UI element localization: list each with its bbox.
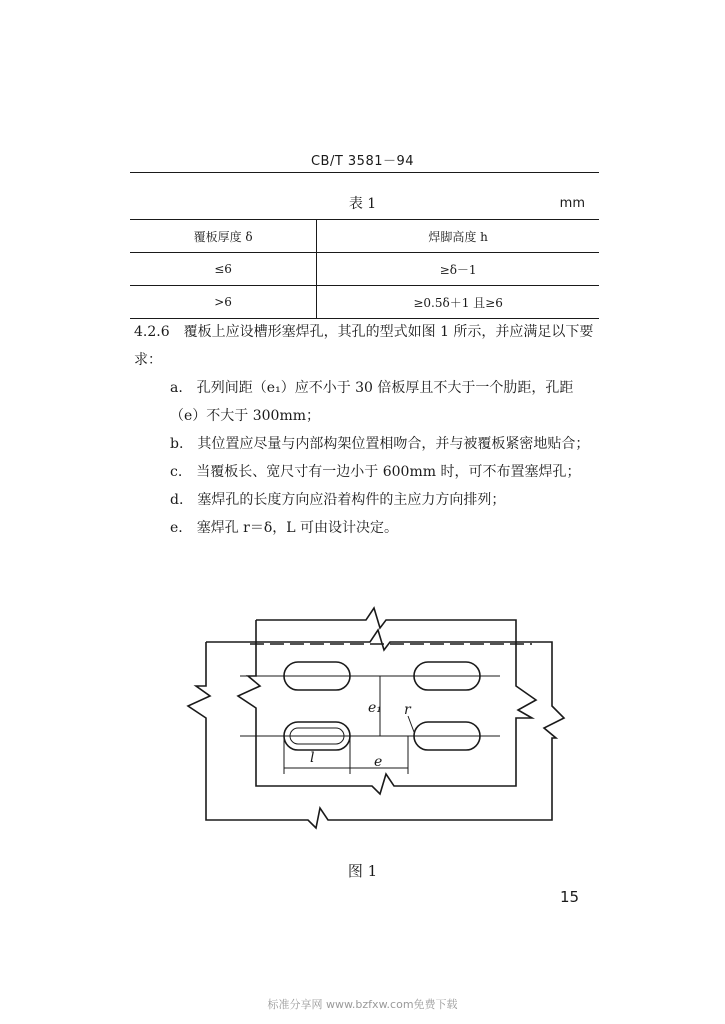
table-cell: ≥δ－1 <box>317 253 599 286</box>
outer-plate-outline <box>188 630 564 828</box>
list-item: e. 塞焊孔 r＝δ，L 可由设计决定。 <box>170 520 399 536</box>
table-unit: mm <box>559 196 585 211</box>
table-cell: ≥0.5δ＋1 且≥6 <box>317 286 599 319</box>
standard-code-header: CB/T 3581－94 <box>310 154 415 169</box>
plug-weld-hole-diagram <box>180 596 580 846</box>
watermark-text: 标准分享网 www.bzfxw.com免费下载 <box>267 998 458 1011</box>
table-title: 表 1 <box>348 196 377 212</box>
list-item: a. 孔列间距（e₁）应不小于 30 倍板厚且不大于一个肋距，孔距（e）不大于 300mm； <box>170 380 574 424</box>
label-l: l <box>310 750 315 766</box>
weld-table <box>130 219 599 319</box>
list-item: c. 当覆板长、宽尺寸有一边小于 600mm 时，可不布置塞焊孔； <box>170 464 581 480</box>
table-header-row <box>130 220 599 253</box>
table-cell: >6 <box>130 286 317 319</box>
header-rule <box>130 172 599 173</box>
column-header: 焊脚高度 h <box>317 220 599 253</box>
label-e: e <box>374 754 383 770</box>
list-item: b. 其位置应尽量与内部构架位置相吻合，并与被覆板紧密地贴合； <box>170 436 590 452</box>
section-heading: 4.2.6 覆板上应设槽形塞焊孔，其孔的型式如图 1 所示，并应满足以下要求： <box>134 324 594 368</box>
table-row <box>130 253 599 286</box>
radius-pointer <box>408 716 414 732</box>
label-r: r <box>404 702 411 718</box>
column-header: 覆板厚度 δ <box>130 220 317 253</box>
section-body <box>134 318 600 542</box>
table-cell: ≤6 <box>130 253 317 286</box>
page-number: 15 <box>560 888 580 906</box>
table-row <box>130 286 599 319</box>
list-item: d. 塞焊孔的长度方向应沿着构件的主应力方向排列； <box>170 492 506 508</box>
label-e1: e₁ <box>368 700 382 716</box>
inner-plate-outline <box>238 608 536 794</box>
figure-caption: 图 1 <box>347 862 378 880</box>
